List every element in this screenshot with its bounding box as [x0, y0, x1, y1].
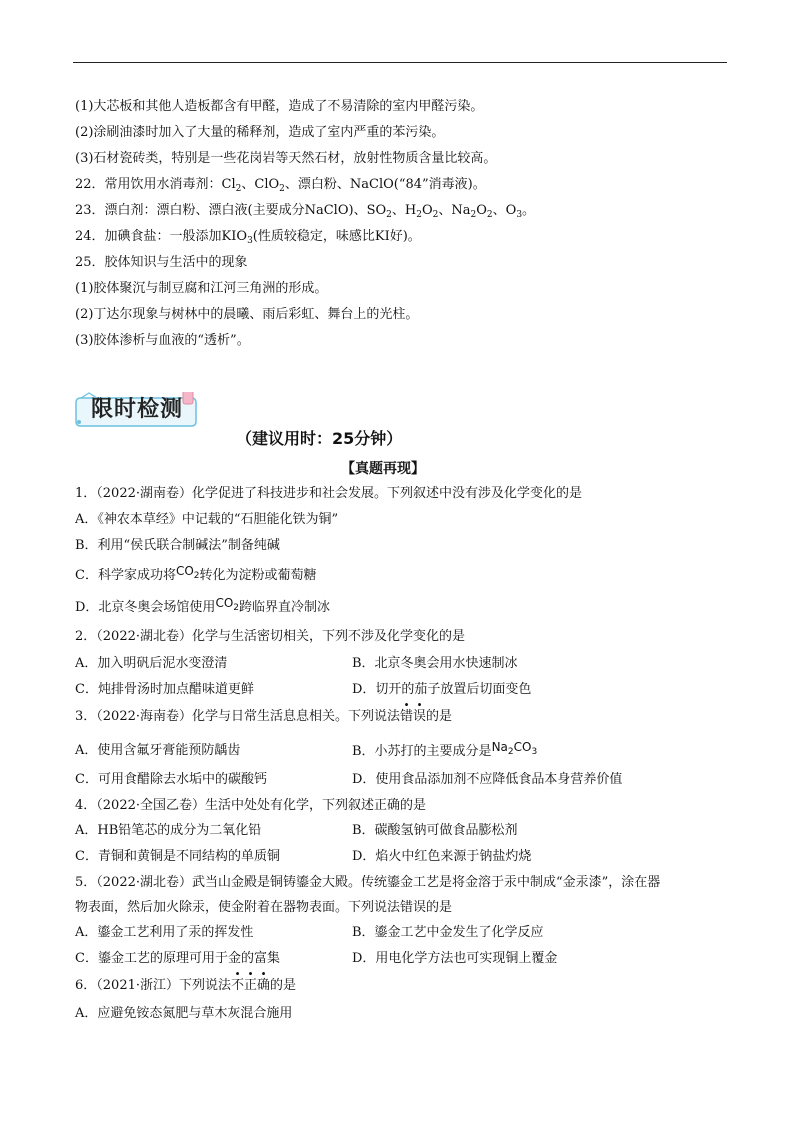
q1-option-d: D．北京冬奥会场馆使用$CO_2$跨临界直冷制冰	[75, 596, 331, 615]
q2-option-d: D．切开的茄子放置后切面变色	[352, 682, 532, 697]
item-25-line-1: (1)胶体聚沉与制豆腐和江河三角洲的形成。	[75, 281, 328, 296]
item-22: 22．常用饮用水消毒剂：$Cl_2$、ClO$_2$、漂白粉、NaClO(“84”消毒液)。	[75, 177, 486, 194]
note-1: (1)大芯板和其他人造板都含有甲醛，造成了不易清除的室内甲醛污染。	[75, 99, 484, 114]
q4-option-b: B．碳酸氢钠可做食品膨松剂	[352, 823, 518, 838]
q4-option-d: D．焰火中红色来源于钠盐灼烧	[352, 849, 532, 864]
note-2: (2)涂刷油漆时加入了大量的稀释剂，造成了室内严重的苯污染。	[75, 125, 445, 140]
q5-option-b: B．鎏金工艺中金发生了化学反应	[352, 925, 544, 940]
note-3: (3)石材瓷砖类，特别是一些花岗岩等天然石材，放射性物质含量比较高。	[75, 151, 497, 166]
item-25-line-2: (2)丁达尔现象与树林中的晨曦、雨后彩虹、舞台上的光柱。	[75, 307, 419, 322]
section-title: 【真题再现】	[341, 461, 425, 477]
q3-option-a: A．使用含氟牙膏能预防龋齿	[75, 743, 241, 758]
q5-stem-line-2: 物表面，然后加火除汞，使金附着在器物表面。下列说法错误的是	[75, 900, 453, 915]
item-23: 23．漂白剂：漂白粉、漂白液(主要成分NaClO)、$SO_2$、$H_2O_2$、$Na_2O_2$、$O_3$。	[75, 203, 536, 220]
q5-option-c: C．鎏金工艺的原理可用于金的富集	[75, 951, 280, 966]
item-25-line-3: (3)胶体渗析与血液的“透析”。	[75, 333, 250, 348]
badge-label: 限时检测	[90, 397, 183, 422]
q4-option-a: A．HB铅笔芯的成分为二氧化铅	[75, 823, 262, 838]
item-24: 24．加碘食盐：一般添加$KIO_3$(性质较稳定，味感比KI好)。	[75, 229, 421, 246]
item-25-title: 25．胶体知识与生活中的现象	[75, 255, 248, 270]
q4-stem: 4．（2022·全国乙卷）生活中处处有化学，下列叙述正确的是	[75, 798, 426, 813]
q1-option-b: B．利用“侯氏联合制碱法”制备纯碱	[75, 538, 280, 553]
q6-option-a: A．应避免铵态氮肥与草木灰混合施用	[75, 1006, 293, 1021]
section-badge	[75, 392, 199, 428]
q1-option-a: A．《神农本草经》中记载的“石胆能化铁为铜”	[75, 512, 339, 527]
time-hint: （建议用时：25分钟）	[236, 429, 403, 448]
q1-option-c: C．科学家成功将$CO_2$转化为淀粉或葡萄糖	[75, 564, 317, 583]
header-rule	[73, 62, 727, 63]
q3-option-d: D．使用食品添加剂不应降低食品本身营养价值	[352, 772, 623, 787]
q5-option-a: A．鎏金工艺利用了汞的挥发性	[75, 925, 254, 940]
q5-option-d: D．用电化学方法也可实现铜上覆金	[352, 951, 558, 966]
q2-stem: 2．（2022·湖北卷）化学与生活密切相关，下列不涉及化学变化的是	[75, 629, 465, 644]
q3-option-c: C．可用食醋除去水垢中的碳酸钙	[75, 772, 267, 787]
q2-option-b: B．北京冬奥会用水快速制冰	[352, 656, 518, 671]
q3-stem: 3．（2022·海南卷）化学与日常生活息息相关。下列说法错误的是	[75, 709, 453, 724]
q3-option-b: B．小苏打的主要成分是$Na_2CO_3$	[352, 740, 538, 759]
q6-stem: 6．（2021·浙江）下列说法不正确的是	[75, 978, 297, 993]
q4-option-c: C．青铜和黄铜是不同结构的单质铜	[75, 849, 280, 864]
q2-option-c: C．炖排骨汤时加点醋味道更鲜	[75, 682, 254, 697]
q2-option-a: A．加入明矾后泥水变澄清	[75, 656, 228, 671]
q1-stem: 1．（2022·湖南卷）化学促进了科技进步和社会发展。下列叙述中没有涉及化学变化的是	[75, 486, 582, 501]
q5-stem-line-1: 5．（2022·湖北卷）武当山金殿是铜铸鎏金大殿。传统鎏金工艺是将金溶于汞中制成“金汞漆”，涂在器	[75, 875, 661, 890]
